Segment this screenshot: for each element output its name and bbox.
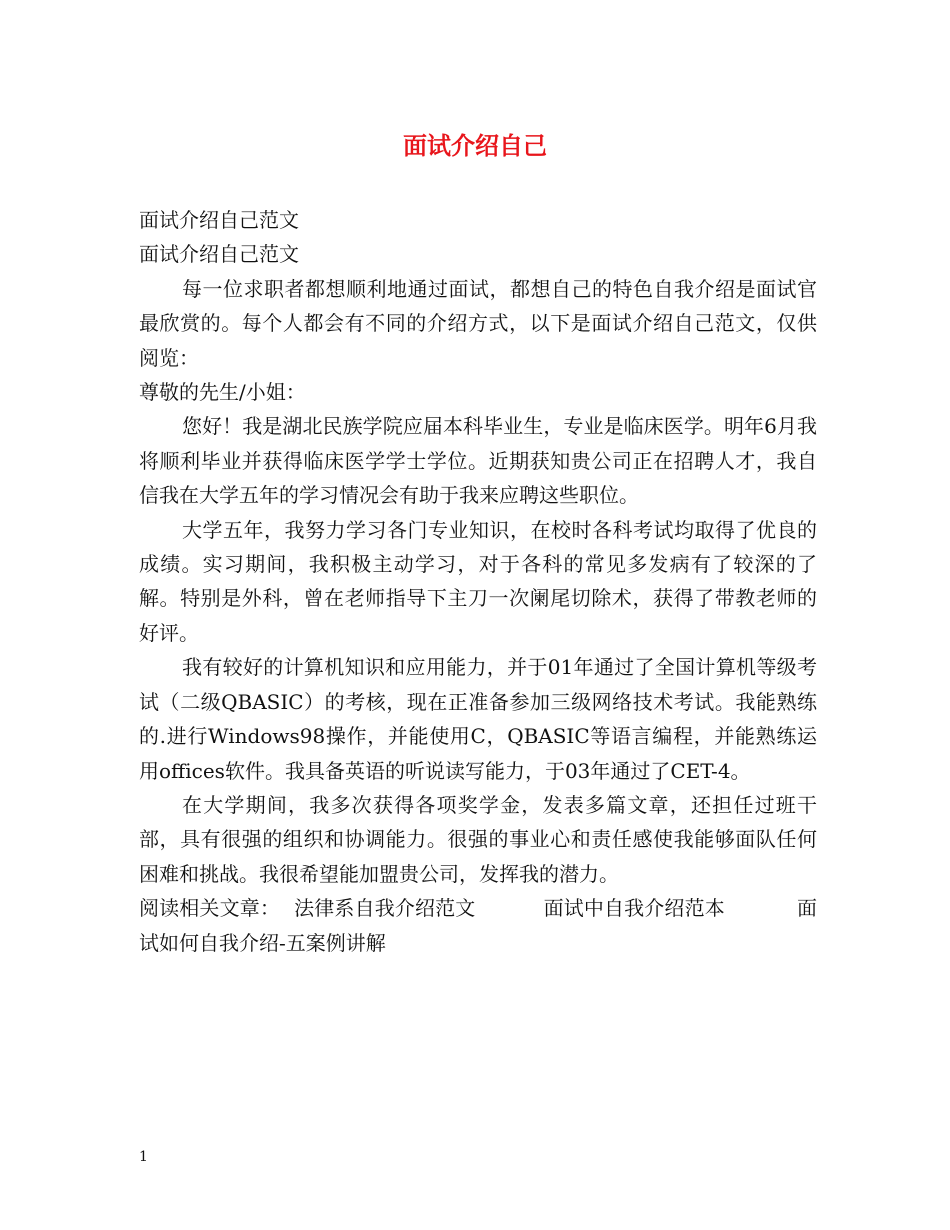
- body-paragraph: 大学五年，我努力学习各门专业知识，在校时各科考试均取得了优良的成绩。实习期间，我积极主动学习，对于各科的常见多发病有了较深的了解。特别是外科，曾在老师指导下主刀一次阑尾切除术，获得了带教老师的好评。: [139, 517, 817, 645]
- page-number: 1: [139, 1149, 148, 1165]
- salutation: 尊敬的先生/小姐：: [139, 380, 306, 405]
- body-paragraph: 在大学期间，我多次获得各项奖学金，发表多篇文章，还担任过班干部，具有很强的组织和协调能力。很强的事业心和责任感使我能够面队任何困难和挑战。我很希望能加盟贵公司，发挥我的潜力。: [139, 792, 817, 886]
- document-body: [139, 203, 817, 960]
- related-articles: [139, 891, 817, 960]
- subtitle-line: 面试介绍自己范文: [139, 242, 299, 267]
- related-article-link[interactable]: 面试中自我介绍范本: [543, 896, 725, 921]
- intro-paragraph: 每一位求职者都想顺利地通过面试，都想自己的特色自我介绍是面试官最欣赏的。每个人都会有不同的介绍方式，以下是面试介绍自己范文，仅供阅览：: [139, 276, 817, 370]
- subtitle-line: 面试介绍自己范文: [139, 208, 299, 232]
- body-paragraph: 我有较好的计算机知识和应用能力，并于01年通过了全国计算机等级考试（二级QBASIC）的考核，现在正准备参加三级网络技术考试。我能熟练的.进行Windows98操作，并能使用C，QBASIC等语言编程，并能熟练运用offices软件。我具备英语的听说读写能力，于03年通过了CET-4。: [139, 655, 817, 783]
- related-articles-label: 阅读相关文章：: [139, 896, 280, 921]
- related-article-link[interactable]: 法律系自我介绍范文: [294, 896, 476, 921]
- related-article-link[interactable]: 面试如何自我介绍-五案例讲解: [139, 896, 818, 955]
- document-title: 面试介绍自己: [403, 131, 547, 160]
- body-paragraph: 您好！我是湖北民族学院应届本科毕业生，专业是临床医学。明年6月我将顺利毕业并获得临床医学学士学位。近期获知贵公司正在招聘人才，我自信我在大学五年的学习情况会有助于我来应聘这些职位。: [139, 414, 817, 508]
